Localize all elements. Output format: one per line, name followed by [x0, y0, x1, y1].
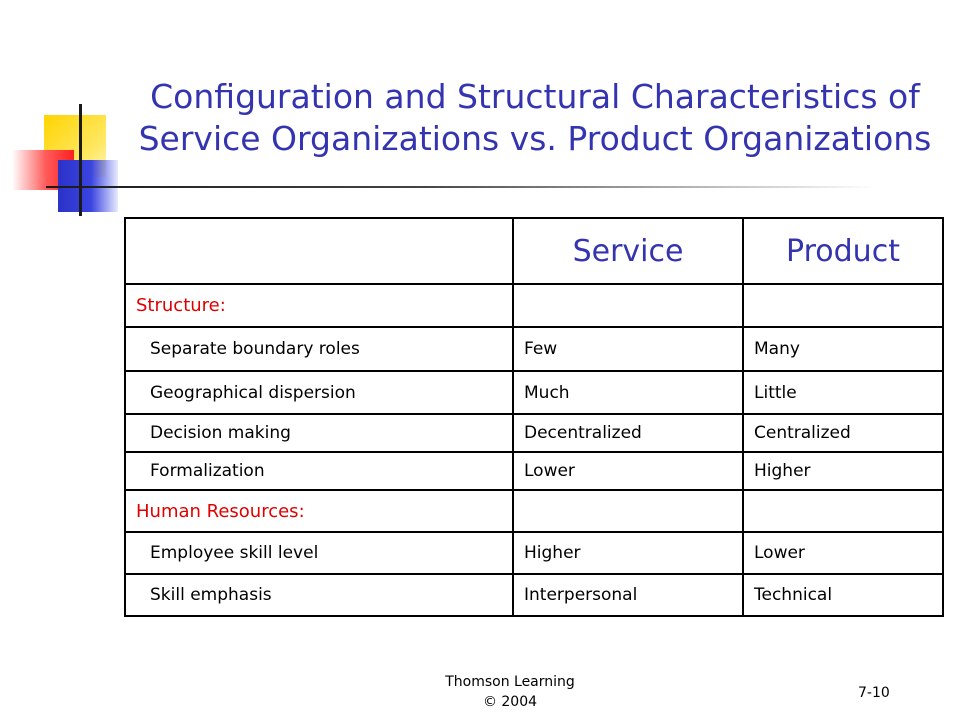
cell-product: Many — [743, 327, 943, 371]
row-label: Decision making — [125, 414, 513, 452]
table-row — [125, 284, 943, 327]
section-label-human-resources: Human Resources: — [125, 490, 513, 532]
cell-product: Lower — [743, 532, 943, 574]
header-empty-cell — [125, 218, 513, 284]
footer-source-line-2: © 2004 — [482, 694, 538, 710]
cell-product — [743, 490, 943, 532]
section-label-structure: Structure: — [125, 284, 513, 327]
cell-service: Decentralized — [513, 414, 743, 452]
comparison-table — [124, 217, 944, 617]
slide-title-line-1: Configuration and Structural Characteristics of — [150, 77, 920, 116]
table-row — [125, 532, 943, 574]
decor-horizontal-rule — [46, 186, 876, 188]
table-row — [125, 327, 943, 371]
row-label: Skill emphasis — [125, 574, 513, 616]
cell-service: Interpersonal — [513, 574, 743, 616]
header-product: Product — [743, 218, 943, 284]
cell-product: Higher — [743, 452, 943, 490]
footer-source-line-1: Thomson Learning — [445, 674, 575, 690]
header-service: Service — [513, 218, 743, 284]
slide-title — [120, 76, 950, 160]
decor-vertical-line — [79, 104, 82, 216]
cell-service — [513, 490, 743, 532]
table-row — [125, 371, 943, 414]
row-label: Separate boundary roles — [125, 327, 513, 371]
cell-product — [743, 284, 943, 327]
cell-service — [513, 284, 743, 327]
cell-product: Technical — [743, 574, 943, 616]
row-label: Formalization — [125, 452, 513, 490]
cell-service: Few — [513, 327, 743, 371]
slide-title-line-2: Service Organizations vs. Product Organizations — [138, 119, 932, 158]
cell-product: Centralized — [743, 414, 943, 452]
row-label: Geographical dispersion — [125, 371, 513, 414]
cell-product: Little — [743, 371, 943, 414]
page-number: 7-10 — [858, 685, 890, 701]
table-header-row — [125, 218, 943, 284]
table-row — [125, 414, 943, 452]
table-row — [125, 452, 943, 490]
cell-service: Much — [513, 371, 743, 414]
cell-service: Higher — [513, 532, 743, 574]
table-row — [125, 490, 943, 532]
footer-source — [420, 672, 600, 712]
table-row — [125, 574, 943, 616]
cell-service: Lower — [513, 452, 743, 490]
row-label: Employee skill level — [125, 532, 513, 574]
